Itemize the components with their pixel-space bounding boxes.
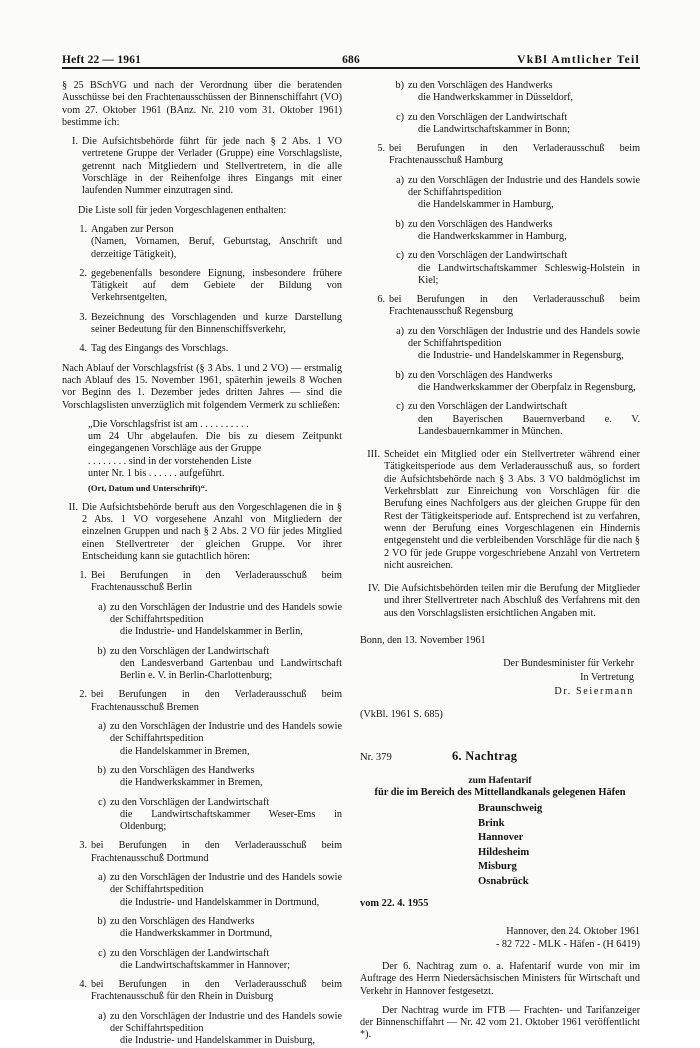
- section-I-marker: I.: [72, 136, 78, 148]
- running-head: [62, 44, 640, 66]
- nachtrag-subtitle-1: zum Hafentarif: [468, 774, 532, 786]
- section-IV-marker: IV.: [368, 583, 380, 595]
- quote-line-3: . . . . . . . . sind in der vorstehenden Liste: [88, 455, 252, 467]
- committee-2-marker: 2.: [79, 689, 87, 701]
- port-item: Hildesheim: [478, 846, 530, 858]
- list-item-3-body: Bezeichnung des Vorschlagenden und kurze Darstellung seiner Bedeutung für den Binnenschiffsverkehr,: [91, 311, 342, 336]
- committee-1-sub-b-body: [110, 646, 342, 683]
- section-III-marker: III.: [367, 449, 380, 461]
- committee-6-sub-b: [360, 370, 640, 395]
- committee-5-sub-a-marker: a): [396, 174, 404, 186]
- committee-4-sub-a-line2: die Industrie- und Handelskammer in Duisburg,: [120, 1035, 316, 1047]
- committee-2-sub-a-marker: a): [98, 721, 106, 733]
- committee-4-sub-c-line2: die Landwirtschaftskammer in Bonn;: [418, 123, 570, 135]
- committee-6-sub-c-marker: c): [396, 401, 404, 413]
- right-column: [360, 80, 640, 1041]
- section-III-text: Scheidet ein Mitglied oder ein Stellvertreter während einer Tätigkeitsperiode aus dem Verladerausschuß aus, so fordert die Aufsichtsbehörde nach § 3 Abs. 3 VO baldmöglichst im Verkehrsblatt zur Einreichung von Vorschlägen für die Berufung eines Nachfolgers aus der gleichen Gruppe für den Rest der Tätigkeitsperiode auf. Entsprechend ist zu verfahren, wenn der Berufung eines Vorgeschlagenen ein Hindernis entgegensteht und die verbleibenden Vorschläge für die nach § 2 VO für jede Gruppe vorgeschriebene Anzahl von Vertretern nicht ausreichen.: [384, 449, 640, 571]
- intro-paragraph: § 25 BSchVG und nach der Verordnung über die beratenden Ausschüsse bei den Frachtenausschüssen der Binnenschiffahrt (VO) vom 27. Oktober 1961 (BAnz. Nr. 210 vom 31. Oktober 1961) bestimme ich:: [62, 80, 342, 128]
- section-II-text: Die Aufsichtsbehörde beruft aus den Vorgeschlagenen die in § 2 Abs. 1 VO vorgesehene Anzahl von Mitgliedern der einzelnen Gruppen und nach § 2 Abs. 2 VO für jedes Mitglied einen Stellvertreter der gleichen Gruppe. Vor ihrer Entscheidung kann sie gutachtlich hören:: [82, 501, 342, 562]
- committee-1-sub-a-line2: die Industrie- und Handelskammer in Berlin,: [120, 626, 303, 638]
- nachtrag-date: vom 22. 4. 1955: [360, 898, 429, 910]
- committee-3-sub-a: [62, 872, 342, 909]
- signer-name: Dr. Seiermann: [554, 686, 634, 698]
- list-item-2-marker: 2.: [79, 267, 87, 279]
- committee-2-sub-a: [62, 721, 342, 758]
- committee-3-sub-b-line2: die Handwerkskammer in Dortmund,: [120, 928, 273, 940]
- committee-4-sub-c: [360, 112, 640, 137]
- list-item-1-body: [91, 224, 342, 261]
- list-item-1-line1: Angaben zur Person: [91, 223, 174, 235]
- section-IV: [360, 583, 640, 620]
- committee-3-sub-b-line1: zu den Vorschlägen des Handwerks: [110, 915, 255, 927]
- list-item-1-line2: (Namen, Vornamen, Beruf, Geburtstag, Anschrift und derzeitige Tätigkeit),: [91, 236, 342, 260]
- section-IV-text: Die Aufsichtsbehörden teilen mir die Berufung der Mitglieder und ihrer Stellvertreter nach Abschluß des Verfahrens mit den aus den Vorschlagslisten ersichtlichen Angaben mit.: [384, 583, 640, 619]
- committee-5-sub-a-line1: zu den Vorschlägen der Industrie und des Handels sowie der Schiffahrtspedition: [408, 174, 640, 199]
- committee-3-heading: bei Berufungen in den Verladerausschuß beim Frachtenausschuß Dortmund: [91, 840, 342, 864]
- section-II: [62, 502, 342, 563]
- committee-4-sub-c-line1: zu den Vorschlägen der Landwirtschaft: [408, 111, 568, 123]
- committee-3-sub-a-body: [110, 872, 342, 909]
- committee-3-sub-a-marker: a): [98, 872, 106, 884]
- committee-3-sub-b: [62, 916, 342, 941]
- committee-5-sub-a-line2: die Handelskammer in Hamburg,: [418, 199, 554, 211]
- committee-2-sub-b-line1: zu den Vorschlägen des Handwerks: [110, 764, 255, 776]
- committee-6-sub-a-line1: zu den Vorschlägen der Industrie und des Handels sowie der Schiffahrtspedition: [408, 325, 640, 350]
- committee-2-heading: bei Berufungen in den Verladerausschuß beim Frachtenausschuß Bremen: [91, 689, 342, 713]
- port-item: Braunschweig: [478, 803, 543, 815]
- committee-1-heading: Bei Berufungen in den Verladerausschuß beim Frachtenausschuß Berlin: [91, 570, 342, 594]
- committee-2-sub-a-line1: zu den Vorschlägen der Industrie und des Handels sowie der Schiffahrtspedition: [110, 721, 342, 745]
- committee-1-sub-b: [62, 646, 342, 683]
- committee-4-sub-b-line2: die Handwerkskammer in Düsseldorf,: [418, 92, 574, 104]
- nachtrag-body-1: Der 6. Nachtrag zum o. a. Hafentarif wurde von mir im Auftrage des Herrn Niedersächsischen Ministers für Wirtschaft und Verkehr in Hannover festgesetzt.: [360, 960, 640, 997]
- committee-6-sub-c: [360, 401, 640, 438]
- committee-5-sub-b-marker: b): [395, 218, 404, 230]
- committee-4-sub-b: [360, 80, 640, 105]
- committee-4-heading: bei Berufungen in den Verladerausschuß beim Frachtenausschuß für den Rhein in Duisburg: [91, 979, 342, 1003]
- vermerk-quote: [62, 419, 342, 480]
- list-item-3: [62, 312, 342, 337]
- committee-5-sub-c-line1: zu den Vorschlägen der Landwirtschaft: [408, 250, 568, 262]
- committee-5-sub-a: [360, 175, 640, 212]
- header-rule: [62, 67, 640, 69]
- committee-1: [62, 570, 342, 595]
- committee-1-sub-a: [62, 602, 342, 639]
- committee-6-sub-c-body: [408, 401, 640, 438]
- committee-2-sub-c-body: [110, 797, 342, 834]
- nachtrag-number: Nr. 379: [360, 751, 392, 763]
- running-head-right: VkBl Amtlicher Teil: [517, 54, 640, 66]
- nachtrag-subtitle-2: für die im Bereich des Mittellandkanals gelegenen Häfen: [374, 787, 626, 799]
- committee-5-marker: 5.: [377, 143, 385, 155]
- committee-5-sub-b-body: [408, 219, 640, 244]
- page-number: 686: [342, 54, 360, 66]
- committee-3-sub-c-marker: c): [98, 947, 106, 959]
- committee-3-sub-b-marker: b): [97, 915, 106, 927]
- committee-3-sub-b-body: [110, 916, 342, 941]
- committee-5-sub-a-body: [408, 175, 640, 212]
- committee-2-sub-c-marker: c): [98, 796, 106, 808]
- list-item-3-marker: 3.: [79, 311, 87, 323]
- list-item-2-body: gegebenenfalls besondere Eignung, insbesondere frühere Tätigkeit auf dem Gebiete der Bildung von Verkehrsentgelten,: [91, 267, 342, 304]
- committee-6-sub-b-line1: zu den Vorschlägen des Handwerks: [408, 369, 553, 381]
- running-head-left: Heft 22 — 1961: [62, 54, 142, 66]
- deadline-paragraph: Nach Ablauf der Vorschlagsfrist (§ 3 Abs. 1 und 2 VO) — erstmalig nach Ablauf des 15. November 1961, späterhin jeweils 8 Wochen vor Beginn des 1. Dezember jedes dritten Jahres — sind die Vorschlagslisten unverzüglich mit folgendem Vermerk zu schließen:: [62, 362, 342, 411]
- port-item: Hannover: [478, 832, 524, 844]
- signing-capacity: In Vertretung: [580, 672, 634, 684]
- committee-1-marker: 1.: [79, 570, 87, 582]
- committee-6-sub-a-marker: a): [396, 325, 404, 337]
- committee-5-sub-c-body: [408, 250, 640, 287]
- committee-4-sub-a-body: [110, 1011, 342, 1048]
- committee-1-sub-a-marker: a): [98, 601, 106, 613]
- port-item: Brink: [478, 817, 505, 829]
- committee-6-sub-c-line2: den Bayerischen Bauernverband e. V. Landesbauernkammer in München.: [418, 413, 640, 437]
- quote-signature-line: (Ort, Datum und Unterschrift)“.: [88, 483, 208, 494]
- port-item: Osnabrück: [478, 875, 529, 887]
- committee-2-sub-a-line2: die Handelskammer in Bremen,: [120, 745, 250, 757]
- left-column: [62, 80, 342, 1047]
- committee-1-sub-b-line2: den Landesverband Gartenbau und Landwirtschaft Berlin e. V. in Berlin-Charlottenburg;: [120, 657, 342, 682]
- port-item: Misburg: [478, 861, 517, 873]
- section-I: [62, 136, 342, 197]
- nachtrag-heading-row: [360, 750, 640, 764]
- committee-5-sub-b-line1: zu den Vorschlägen des Handwerks: [408, 218, 553, 230]
- committee-6-sub-b-marker: b): [395, 369, 404, 381]
- nachtrag-title: 6. Nachtrag: [452, 748, 518, 763]
- section-II-marker: II.: [68, 501, 78, 513]
- committee-4-sub-b-body: [408, 80, 640, 105]
- quote-line-2: um 24 Uhr abgelaufen. Die bis zu diesem Zeitpunkt eingegangenen Vorschläge aus der Gruppe: [88, 431, 342, 455]
- list-item-1: [62, 224, 342, 261]
- committee-4-sub-a-marker: a): [98, 1010, 106, 1022]
- committee-2-sub-a-body: [110, 721, 342, 758]
- committee-6-heading: bei Berufungen in den Verladerausschuß beim Frachtenausschuß Regensburg: [389, 294, 640, 318]
- list-item-2: [62, 268, 342, 305]
- committee-6-sub-c-line1: zu den Vorschlägen der Landwirtschaft: [408, 401, 568, 413]
- issue-place-date: Hannover, den 24. Oktober 1961: [506, 925, 640, 937]
- committee-1-sub-b-marker: b): [97, 645, 106, 657]
- committee-1-sub-a-body: [110, 602, 342, 639]
- committee-6-sub-a-body: [408, 326, 640, 363]
- committee-3: [62, 840, 342, 865]
- committee-4-sub-c-body: [408, 112, 640, 137]
- port-list: [360, 802, 640, 889]
- section-I-text: Die Aufsichtsbehörde führt für jede nach § 2 Abs. 1 VO vertretene Gruppe der Verlader (Gruppe) eine Vorschlagsliste, getrennt nach Mitgliedern und Stellvertretern, in die alle Vorschläge in der Reihenfolge ihres Eingangs mit einer laufenden Nummer einzutragen sind.: [82, 136, 342, 197]
- committee-3-sub-c-line2: die Landwirtschaftskammer in Hannover;: [120, 959, 291, 971]
- committee-4-sub-a: [62, 1011, 342, 1048]
- committee-4-sub-a-line1: zu den Vorschlägen der Industrie und des Handels sowie der Schiffahrtspedition: [110, 1010, 342, 1034]
- nachtrag-body-2: Der Nachtrag wurde im FTB — Frachten- und Tarifanzeiger der Binnenschiffahrt — Nr. 42 vom 21. Oktober 1961 veröffentlicht *).: [360, 1004, 640, 1041]
- committee-6-sub-a: [360, 326, 640, 363]
- file-reference: - 82 722 - MLK - Häfen - (H 6419): [495, 939, 640, 951]
- quote-line-4: unter Nr. 1 bis . . . . . . aufgeführt.: [88, 468, 225, 480]
- committee-2-sub-c-line2: die Landwirtschaftskammer Weser-Ems in Oldenburg;: [120, 808, 342, 833]
- committee-4: [62, 979, 342, 1004]
- quote-line-1: „Die Vorschlagsfrist ist am . . . . . . . . . .: [88, 418, 249, 430]
- committee-6-marker: 6.: [377, 294, 385, 306]
- list-item-4-body: Tag des Eingangs des Vorschlags.: [91, 343, 229, 355]
- committee-2-sub-c-line1: zu den Vorschlägen der Landwirtschaft: [110, 796, 270, 808]
- section-III: [360, 449, 640, 572]
- source-reference: (VkBl. 1961 S. 685): [360, 709, 443, 721]
- list-intro: Die Liste soll für jeden Vorgeschlagenen enthalten:: [78, 204, 287, 216]
- committee-4-sub-b-marker: b): [395, 80, 404, 91]
- place-and-date: Bonn, den 13. November 1961: [360, 634, 486, 646]
- committee-6-sub-b-line2: die Handwerkskammer der Oberpfalz in Regensburg,: [418, 381, 636, 393]
- committee-4-marker: 4.: [79, 979, 87, 991]
- committee-2-sub-b-line2: die Handwerkskammer in Bremen,: [120, 777, 263, 789]
- committee-5-sub-c-marker: c): [396, 250, 404, 262]
- committee-3-sub-a-line1: zu den Vorschlägen der Industrie und des Handels sowie der Schiffahrtspedition: [110, 872, 342, 896]
- signature-block: [360, 657, 640, 699]
- committee-4-sub-b-line1: zu den Vorschlägen des Handwerks: [408, 80, 553, 91]
- committee-4-sub-c-marker: c): [396, 111, 404, 123]
- committee-2-sub-b: [62, 765, 342, 790]
- committee-1-sub-a-line1: zu den Vorschlägen der Industrie und des Handels sowie der Schiffahrtspedition: [110, 601, 342, 625]
- committee-5-sub-c: [360, 250, 640, 287]
- committee-5-sub-b-line2: die Handwerkskammer in Hamburg,: [418, 230, 567, 242]
- body-columns: [62, 80, 640, 1047]
- committee-2-sub-c: [62, 797, 342, 834]
- committee-3-sub-a-line2: die Industrie- und Handelskammer in Dortmund,: [120, 896, 320, 908]
- committee-5-heading: bei Berufungen in den Verladerausschuß beim Frachtenausschuß Hamburg: [389, 143, 640, 167]
- committee-6: [360, 294, 640, 319]
- committee-3-sub-c-body: [110, 948, 342, 973]
- committee-3-sub-c-line1: zu den Vorschlägen der Landwirtschaft: [110, 947, 270, 959]
- committee-2: [62, 689, 342, 714]
- committee-6-sub-a-line2: die Industrie- und Handelskammer in Regensburg,: [418, 350, 624, 362]
- committee-1-sub-b-line1: zu den Vorschlägen der Landwirtschaft: [110, 645, 270, 657]
- committee-5-sub-c-line2: die Landwirtschaftskammer Schleswig-Holstein in Kiel;: [418, 262, 640, 286]
- committee-2-sub-b-marker: b): [97, 764, 106, 776]
- committee-3-sub-c: [62, 948, 342, 973]
- list-item-4: [62, 343, 342, 355]
- list-item-4-marker: 4.: [79, 343, 87, 355]
- committee-5: [360, 143, 640, 168]
- list-item-1-marker: 1.: [79, 223, 87, 235]
- committee-2-sub-b-body: [110, 765, 342, 790]
- committee-3-marker: 3.: [79, 840, 87, 852]
- issue-reference-block: [360, 925, 640, 952]
- committee-5-sub-b: [360, 219, 640, 244]
- signing-authority: Der Bundesminister für Verkehr: [503, 658, 634, 670]
- committee-6-sub-b-body: [408, 370, 640, 395]
